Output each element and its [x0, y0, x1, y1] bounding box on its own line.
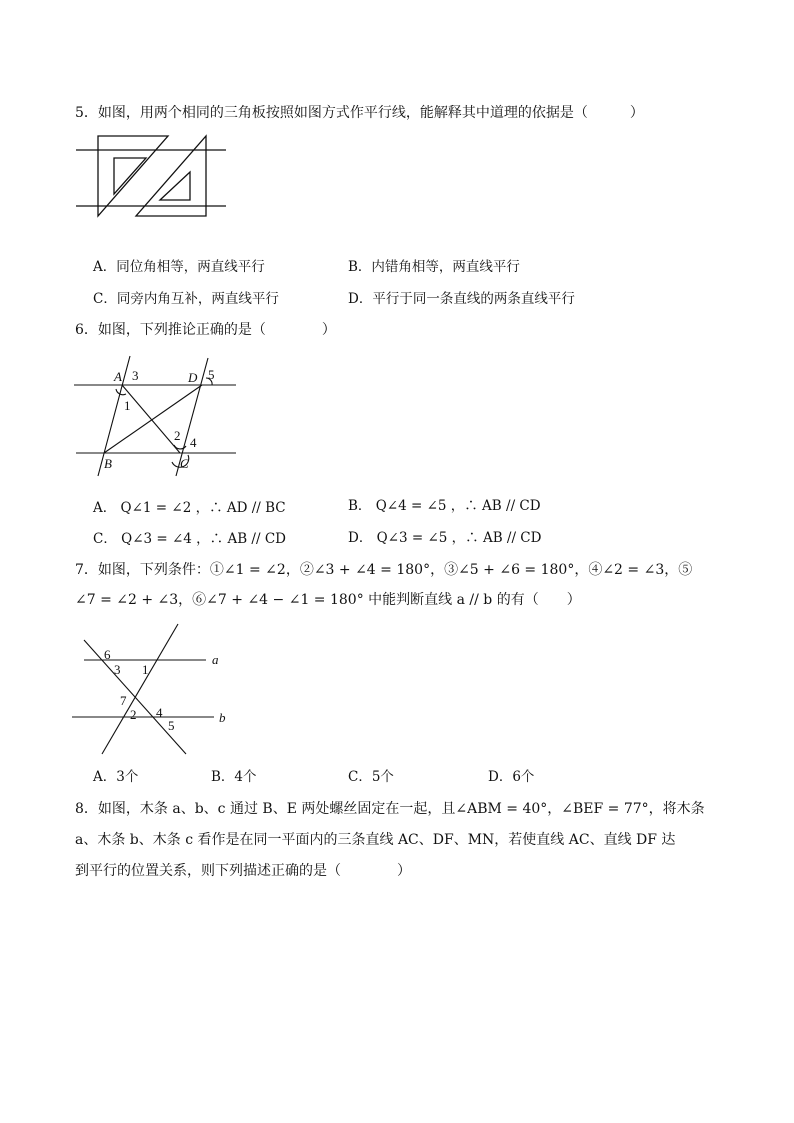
angle-label-3: 3 [132, 368, 139, 383]
question-6-option-a[interactable]: A． Q∠1 = ∠2 ，∴ AD // BC [93, 500, 286, 516]
question-7-option-a[interactable]: A．3个 [93, 769, 139, 785]
angle-label-5: 5 [168, 718, 175, 733]
question-8-stem-line-2: a、木条 b、木条 c 看作是在同一平面内的三条直线 AC、DF、MN，若使直线 AC、直线 DF 达 [75, 832, 676, 848]
question-5-option-c[interactable]: C．同旁内角互补，两直线平行 [93, 291, 279, 307]
question-6-option-d[interactable]: D． Q∠3 = ∠5 ，∴ AB // CD [348, 530, 542, 546]
question-6-figure [74, 356, 239, 476]
point-label-c: C [180, 456, 189, 471]
question-7-stem-line-1: 7．如图，下列条件：①∠1 = ∠2，②∠3 + ∠4 = 180°，③∠5 + ∠6 = 180°，④∠2 = ∠3，⑤ [75, 562, 693, 578]
question-6-option-b[interactable]: B． Q∠4 = ∠5 ，∴ AB // CD [348, 498, 541, 514]
angle-label-7: 7 [120, 693, 127, 708]
angle-label-3: 3 [114, 662, 121, 677]
question-7-option-c[interactable]: C．5个 [348, 769, 394, 785]
angle-label-4: 4 [190, 435, 197, 450]
question-8-stem-line-1: 8．如图，木条 a、b、c 通过 B、E 两处螺丝固定在一起，且∠ABM = 40°，∠BEF = 77°，将木条 [75, 801, 705, 817]
angle-label-5: 5 [208, 367, 215, 382]
question-6-option-c[interactable]: C． Q∠3 = ∠4 ，∴ AB // CD [93, 531, 286, 547]
question-5-figure [76, 128, 236, 220]
angle-label-2: 2 [174, 428, 181, 443]
angle-label-1: 1 [142, 662, 149, 677]
line-label-a: a [212, 652, 219, 667]
point-label-a: A [114, 369, 122, 384]
question-6-stem: 6．如图，下列推论正确的是（ ） [75, 322, 336, 338]
question-7-stem-line-2: ∠7 = ∠2 + ∠3，⑥∠7 + ∠4 − ∠1 = 180° 中能判断直线 a // b 的有（ ） [75, 592, 581, 608]
question-7-option-d[interactable]: D．6个 [488, 769, 535, 785]
point-label-d: D [188, 370, 198, 385]
angle-label-6: 6 [104, 647, 111, 662]
question-5-option-d[interactable]: D．平行于同一条直线的两条直线平行 [348, 291, 575, 307]
question-8-stem-line-3: 到平行的位置关系，则下列描述正确的是（ ） [75, 863, 411, 879]
question-5-option-b[interactable]: B．内错角相等，两直线平行 [348, 259, 520, 275]
question-7-figure [70, 622, 240, 762]
question-5-option-a[interactable]: A．同位角相等，两直线平行 [93, 259, 265, 275]
angle-label-4: 4 [156, 705, 163, 720]
angle-label-2: 2 [130, 707, 137, 722]
question-7-option-b[interactable]: B．4个 [211, 769, 257, 785]
angle-label-1: 1 [124, 398, 131, 413]
line-label-b: b [219, 710, 226, 725]
question-5-stem: 5．如图，用两个相同的三角板按照如图方式作平行线，能解释其中道理的依据是（ ） [75, 105, 644, 121]
point-label-b: B [104, 456, 112, 471]
